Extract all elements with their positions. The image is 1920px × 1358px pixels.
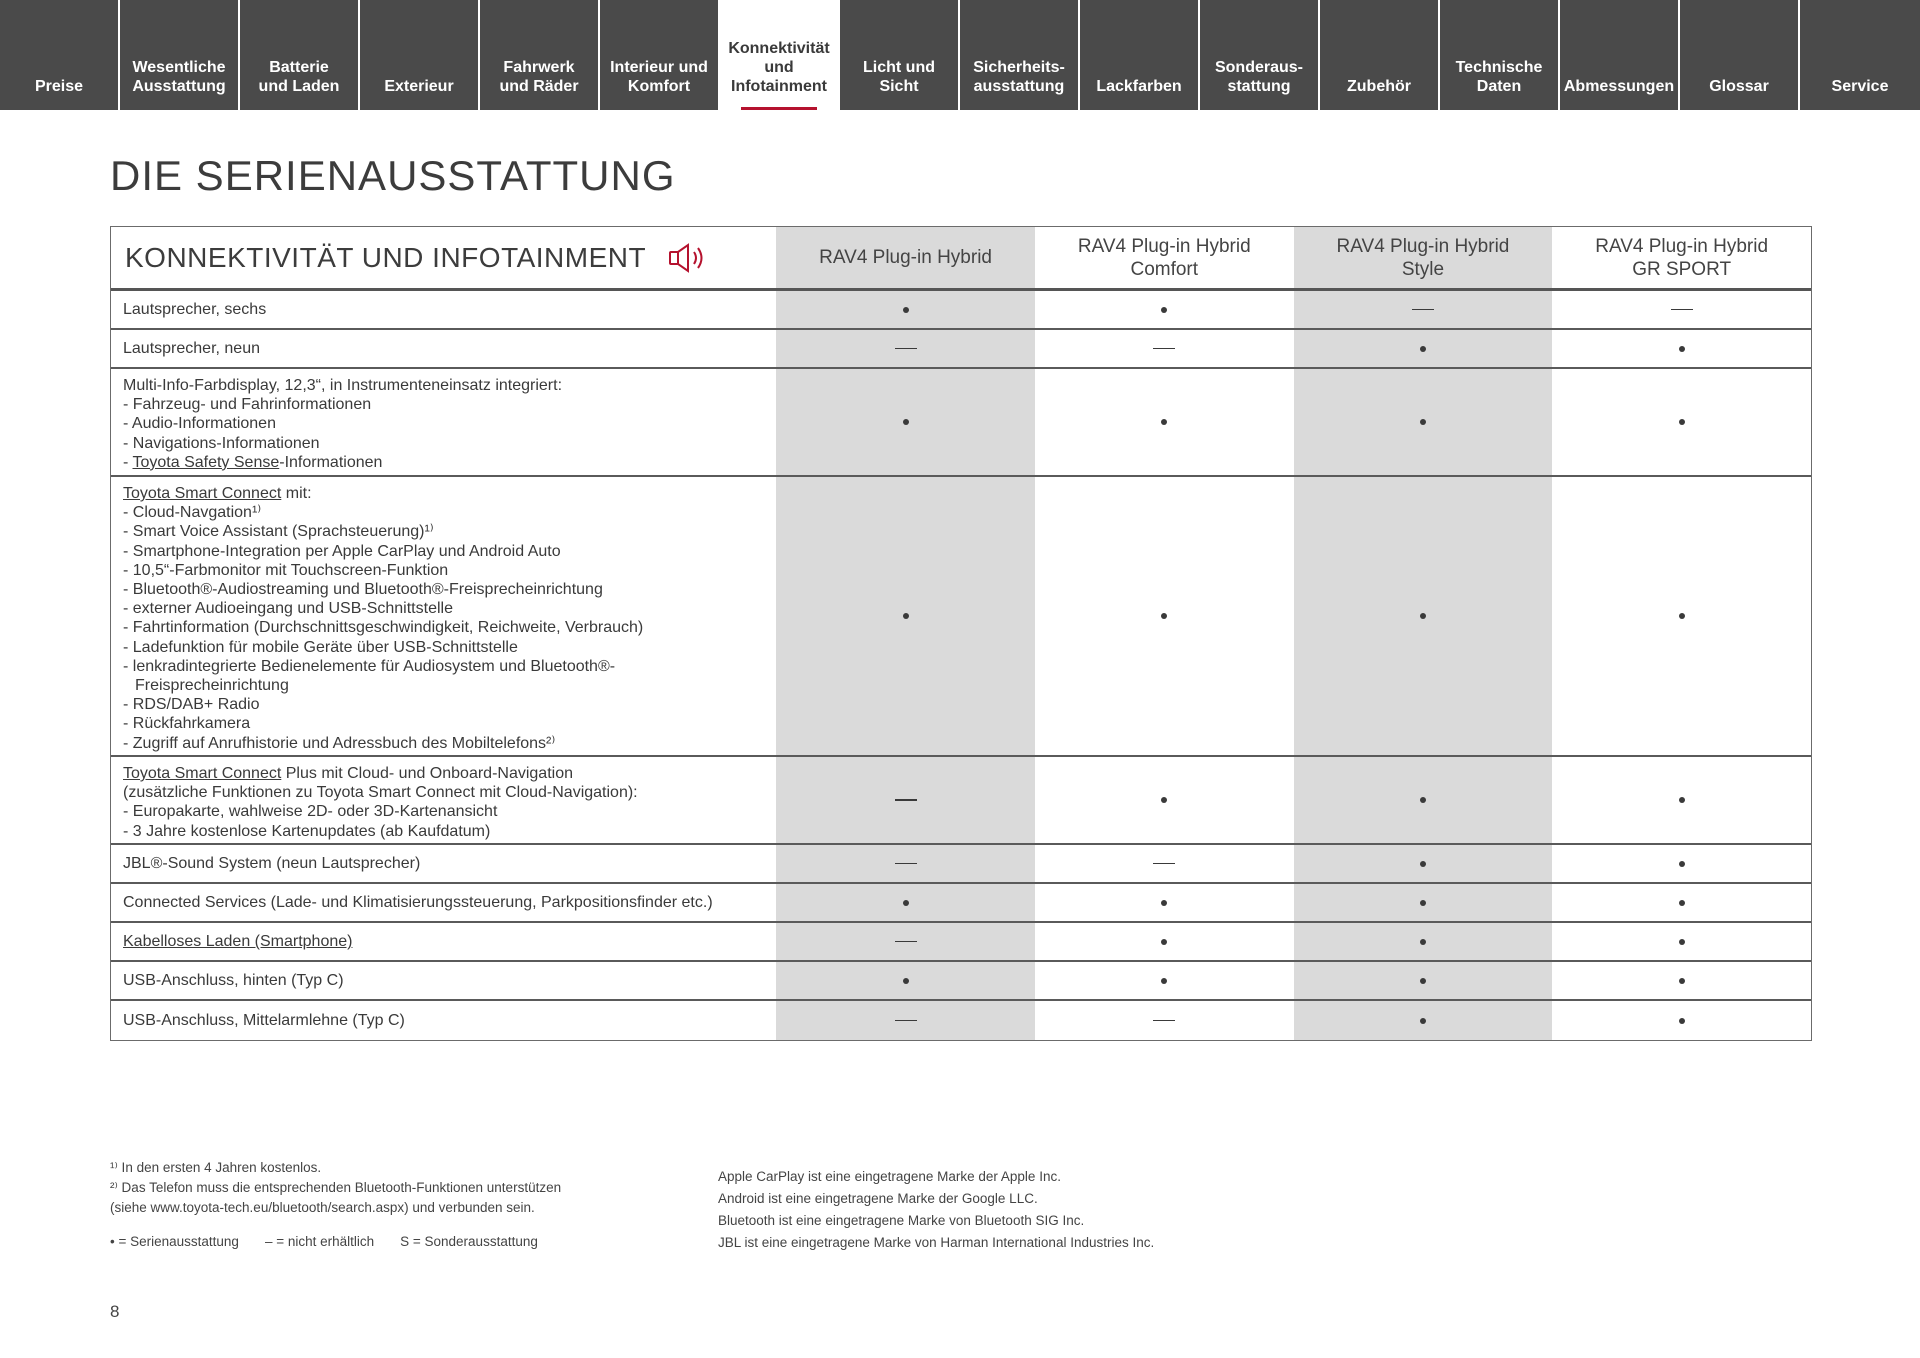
row-label [111, 369, 776, 475]
tab-sonderausstattung[interactable]: Sonderaus- stattung [1200, 0, 1318, 110]
row-label [111, 923, 776, 960]
tab-konnektivitaet-und-infotainment[interactable]: Konnektivität und Infotainment [720, 0, 838, 110]
row-label-item: - Zugriff auf Anrufhistorie und Adressbuch des Mobiltelefons²⁾ [123, 734, 556, 752]
mark-cell [776, 884, 1035, 921]
standard-equipment-dot [1161, 900, 1167, 906]
trademark-note: Android ist eine eingetragene Marke der Google LLC. [718, 1191, 1038, 1206]
row-label-item: - externer Audioeingang und USB-Schnittstelle [123, 600, 453, 618]
table-row [111, 1001, 1811, 1040]
row-label-item: - Rückfahrkamera [123, 715, 251, 733]
legend-not-available: – = nicht erhältlich [264, 1234, 375, 1249]
mark-cell [776, 962, 1035, 999]
mark-cell [1294, 291, 1553, 328]
tab-zubehoer[interactable]: Zubehör [1320, 0, 1438, 110]
standard-equipment-dot [903, 978, 909, 984]
mark-cell [1035, 845, 1294, 882]
footnote-1: ¹⁾ In den ersten 4 Jahren kostenlos. [110, 1160, 322, 1175]
not-available-dash [895, 799, 917, 801]
standard-equipment-dot [1679, 900, 1685, 906]
row-label-item: - Bluetooth®-Audiostreaming und Bluetooth®-Freisprecheinrichtung [123, 581, 603, 599]
legend-optional: S = Sonderausstattung [400, 1234, 538, 1249]
mark-cell [1552, 369, 1811, 475]
not-available-dash [895, 941, 917, 943]
not-available-dash [895, 863, 917, 865]
table-row [111, 757, 1811, 845]
tab-fahrwerk-und-raeder[interactable]: Fahrwerk und Räder [480, 0, 598, 110]
standard-equipment-dot [1161, 797, 1167, 803]
row-label-item: - Smartphone-Integration per Apple CarPlay und Android Auto [123, 542, 561, 560]
row-label: JBL®-Sound System (neun Lautsprecher) [123, 854, 421, 872]
equipment-table [110, 226, 1812, 1041]
tab-lackfarben[interactable]: Lackfarben [1080, 0, 1198, 110]
mark-cell [1035, 477, 1294, 755]
standard-equipment-dot [903, 307, 909, 313]
row-label-item: - Fahrtinformation (Durchschnittsgeschwindigkeit, Reichweite, Verbrauch) [123, 619, 644, 637]
mark-cell [1294, 962, 1553, 999]
model-header-rav4-plug-in-hybrid: RAV4 Plug-in Hybrid [776, 227, 1035, 288]
tab-licht-und-sicht[interactable]: Licht und Sicht [840, 0, 958, 110]
row-label [111, 757, 776, 843]
row-label-item: - Europakarte, wahlweise 2D- oder 3D-Kartenansicht [123, 803, 498, 821]
tab-abmessungen[interactable]: Abmessungen [1560, 0, 1678, 110]
tab-service[interactable]: Service [1800, 0, 1920, 110]
toyota-smart-connect-link[interactable]: Toyota Smart Connect [123, 485, 282, 502]
standard-equipment-dot [1679, 613, 1685, 619]
mark-cell [1035, 291, 1294, 328]
section-heading [111, 227, 776, 288]
model-header-gr-sport: RAV4 Plug-in Hybrid GR SPORT [1595, 235, 1769, 280]
not-available-dash [1671, 309, 1693, 311]
table-row [111, 884, 1811, 923]
row-label-item: - Ladefunktion für mobile Geräte über USB-Schnittstelle [123, 638, 518, 656]
standard-equipment-dot [1161, 419, 1167, 425]
standard-equipment-dot [1679, 1018, 1685, 1024]
row-label: USB-Anschluss, Mittelarmlehne (Typ C) [123, 1011, 405, 1029]
tab-wesentliche-ausstattung[interactable]: Wesentliche Ausstattung [120, 0, 238, 110]
row-label-item-safety-sense: - Toyota Safety Sense-Informationen [123, 453, 383, 471]
row-label-item: Freisprecheinrichtung [135, 677, 289, 695]
toyota-smart-connect-link[interactable]: Toyota Smart Connect [123, 765, 282, 782]
mark-cell [776, 291, 1035, 328]
mark-cell [1035, 1001, 1294, 1040]
not-available-dash [1153, 863, 1175, 865]
standard-equipment-dot [1420, 861, 1426, 867]
row-label-heading: Toyota Smart Connect Plus mit Cloud- und Onboard-Navigation [123, 765, 573, 782]
standard-equipment-dot [903, 419, 909, 425]
legend [110, 1232, 561, 1252]
table-row [111, 962, 1811, 1001]
mark-cell [1294, 923, 1553, 960]
tab-batterie-und-laden[interactable]: Batterie und Laden [240, 0, 358, 110]
standard-equipment-dot [1420, 978, 1426, 984]
not-available-dash [1412, 309, 1434, 311]
standard-equipment-dot [1420, 797, 1426, 803]
row-label [111, 477, 776, 755]
tab-interieur-und-komfort[interactable]: Interieur und Komfort [600, 0, 718, 110]
mark-cell [1294, 884, 1553, 921]
page-title: DIE SERIENAUSSTATTUNG [110, 152, 676, 199]
row-label-item: - Smart Voice Assistant (Sprachsteuerung)¹⁾ [123, 523, 434, 541]
standard-equipment-dot [1161, 939, 1167, 945]
tab-sicherheitsausstattung[interactable]: Sicherheits- ausstattung [960, 0, 1078, 110]
row-label-item: - 10,5“-Farbmonitor mit Touchscreen-Funktion [123, 561, 449, 579]
mark-cell [1035, 884, 1294, 921]
standard-equipment-dot [1420, 419, 1426, 425]
mark-cell [1035, 923, 1294, 960]
standard-equipment-dot [1679, 861, 1685, 867]
standard-equipment-dot [1679, 978, 1685, 984]
mark-cell [1552, 757, 1811, 843]
row-label-item: (zusätzliche Funktionen zu Toyota Smart Connect mit Cloud-Navigation): [123, 784, 638, 802]
standard-equipment-dot [1679, 797, 1685, 803]
mark-cell [1552, 962, 1811, 999]
not-available-dash [1153, 1020, 1175, 1022]
row-label-item: - RDS/DAB+ Radio [123, 696, 260, 714]
mark-cell [1294, 1001, 1553, 1040]
row-label: USB-Anschluss, hinten (Typ C) [123, 971, 344, 989]
mark-cell [1294, 477, 1553, 755]
top-navigation [0, 0, 1920, 110]
table-row [111, 291, 1811, 330]
speaker-icon [668, 242, 708, 274]
mark-cell [776, 477, 1035, 755]
standard-equipment-dot [1420, 1018, 1426, 1024]
standard-equipment-dot [1420, 346, 1426, 352]
table-row [111, 923, 1811, 962]
tab-exterieur[interactable]: Exterieur [360, 0, 478, 110]
standard-equipment-dot [1161, 307, 1167, 313]
mark-cell [776, 923, 1035, 960]
row-label: Lautsprecher, sechs [123, 300, 267, 318]
table-header [111, 227, 1811, 291]
table-row [111, 845, 1811, 884]
table-row [111, 369, 1811, 477]
row-label-heading: Multi-Info-Farbdisplay, 12,3“, in Instrumenteneinsatz integriert: [123, 377, 563, 394]
row-label-item: - 3 Jahre kostenlose Kartenupdates (ab Kaufdatum) [123, 822, 491, 840]
model-header-comfort: RAV4 Plug-in Hybrid Comfort [1077, 235, 1251, 280]
mark-cell [776, 369, 1035, 475]
standard-equipment-dot [903, 613, 909, 619]
standard-equipment-dot [903, 900, 909, 906]
standard-equipment-dot [1679, 419, 1685, 425]
section-title: KONNEKTIVITÄT UND INFOTAINMENT [125, 241, 647, 273]
mark-cell [776, 757, 1035, 843]
footnote-2-continued: (siehe www.toyota-tech.eu/bluetooth/search.aspx) und verbunden sein. [110, 1200, 535, 1215]
trademark-note: Apple CarPlay ist eine eingetragene Marke der Apple Inc. [718, 1169, 1061, 1184]
trademark-note: Bluetooth ist eine eingetragene Marke von Bluetooth SIG Inc. [718, 1213, 1085, 1228]
standard-equipment-dot [1161, 613, 1167, 619]
mark-cell [776, 845, 1035, 882]
standard-equipment-dot [1420, 900, 1426, 906]
mark-cell [776, 330, 1035, 367]
row-label: Lautsprecher, neun [123, 339, 260, 357]
standard-equipment-dot [1679, 939, 1685, 945]
mark-cell [1552, 845, 1811, 882]
mark-cell [1035, 962, 1294, 999]
trademark-note: JBL ist eine eingetragene Marke von Harman International Industries Inc. [718, 1235, 1155, 1250]
row-label-item: - Fahrzeug- und Fahrinformationen [123, 396, 372, 414]
footnotes [110, 1158, 561, 1252]
tab-preise[interactable]: Preise [0, 0, 118, 110]
mark-cell [1035, 757, 1294, 843]
toyota-safety-sense-link[interactable]: Toyota Safety Sense [132, 453, 280, 471]
row-label-item: - Cloud-Navgation¹⁾ [123, 504, 262, 522]
row-label-item: - Audio-Informationen [123, 415, 276, 433]
not-available-dash [895, 1020, 917, 1022]
kabelloses-laden-link[interactable]: Kabelloses Laden (Smartphone) [123, 932, 353, 950]
trademark-notes [718, 1166, 1154, 1254]
row-label: Connected Services (Lade- und Klimatisierungssteuerung, Parkpositionsfinder etc.) [123, 893, 713, 911]
mark-cell [1552, 477, 1811, 755]
row-label-item: - Navigations-Informationen [123, 434, 320, 452]
mark-cell [1035, 369, 1294, 475]
mark-cell [1552, 884, 1811, 921]
legend-standard: • = Serienausstattung [110, 1234, 239, 1249]
mark-cell [1294, 369, 1553, 475]
not-available-dash [1153, 348, 1175, 350]
mark-cell [1552, 291, 1811, 328]
page-number: 8 [110, 1302, 120, 1321]
standard-equipment-dot [1161, 978, 1167, 984]
standard-equipment-dot [1420, 939, 1426, 945]
not-available-dash [895, 348, 917, 350]
mark-cell [1294, 757, 1553, 843]
standard-equipment-dot [1679, 346, 1685, 352]
mark-cell [1552, 330, 1811, 367]
footnote-2: ²⁾ Das Telefon muss die entsprechenden Bluetooth-Funktionen unterstützen [110, 1180, 562, 1195]
mark-cell [1035, 330, 1294, 367]
mark-cell [776, 1001, 1035, 1040]
standard-equipment-dot [1420, 613, 1426, 619]
tab-glossar[interactable]: Glossar [1680, 0, 1798, 110]
tab-technische-daten[interactable]: Technische Daten [1440, 0, 1558, 110]
mark-cell [1294, 330, 1553, 367]
mark-cell [1294, 845, 1553, 882]
table-row [111, 477, 1811, 757]
mark-cell [1552, 923, 1811, 960]
mark-cell [1552, 1001, 1811, 1040]
row-label-heading: Toyota Smart Connect mit: [123, 485, 312, 502]
row-label-item: - lenkradintegrierte Bedienelemente für Audiosystem und Bluetooth®- [123, 657, 616, 675]
model-header-style: RAV4 Plug-in Hybrid Style [1294, 227, 1553, 288]
table-row [111, 330, 1811, 369]
